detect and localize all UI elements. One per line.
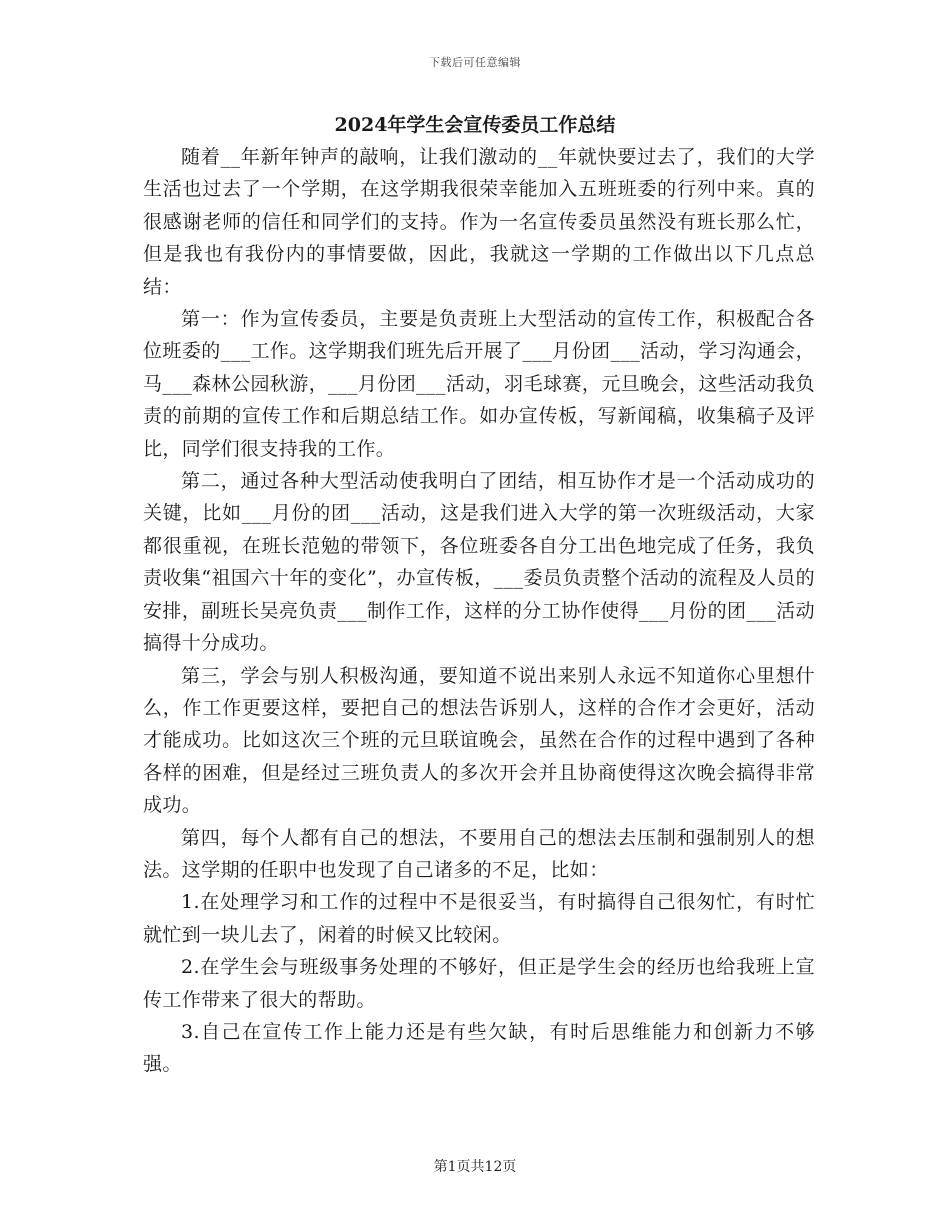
paragraph-third-point: 第三，学会与别人积极沟通，要知道不说出来别人永远不知道你心里想什么，作工作更要这样，要把自己的想法告诉别人，这样的合作才会更好，活动才能成功。比如这次三个班的元旦联谊晚会，虽然在合作的过程中遇到了各种各样的困难，但是经过三班负责人的多次开会并且协商使得这次晚会搞得非常成功。 [143, 664, 815, 817]
paragraph-fourth-point: 第四，每个人都有自己的想法，不要用自己的想法去压制和强制别人的想法。这学期的任职中也发现了自己诸多的不足，比如： [143, 826, 815, 881]
page-header-note: 下载后可任意编辑 [429, 56, 521, 69]
document-body [143, 141, 815, 1081]
list-item-shortcoming-1: 1.在处理学习和工作的过程中不是很妥当，有时搞得自己很匆忙，有时忙就忙到一块儿去了，闲着的时候又比较闲。 [143, 891, 815, 946]
list-item-shortcoming-3: 3.自己在宣传工作上能力还是有些欠缺，有时后思维能力和创新力不够强。 [143, 1020, 815, 1076]
paragraph-first-point: 第一：作为宣传委员，主要是负责班上大型活动的宣传工作，积极配合各位班委的___工作。这学期我们班先后开展了___月份团___活动，学习沟通会，马___森林公园秋游，___月份团___活动，羽毛球赛，元旦晚会，这些活动我负责的前期的宣传工作和后期总结工作。如办宣传板，写新闻稿，收集稿子及评比，同学们很支持我的工作。 [143, 308, 815, 460]
document-title: 2024年学生会宣传委员工作总结 [334, 114, 616, 136]
paragraph-second-point: 第二，通过各种大型活动使我明白了团结，相互协作才是一个活动成功的关键，比如___月份的团___活动，这是我们进入大学的第一次班级活动，大家都很重视，在班长范勉的带领下，各位班委各自分工出色地完成了任务，我负责收集“祖国六十年的变化”，办宣传板，___委员负责整个活动的流程及人员的安排，副班长吴亮负责___制作工作，这样的分工协作使得___月份的团___活动搞得十分成功。 [143, 470, 815, 655]
paragraph-intro: 随着__年新年钟声的敲响，让我们激动的__年就快要过去了，我们的大学生活也过去了一个学期，在这学期我很荣幸能加入五班班委的行列中来。真的很感谢老师的信任和同学们的支持。作为一名宣传委员虽然没有班长那么忙，但是我也有我份内的事情要做，因此，我就这一学期的工作做出以下几点总结： [143, 146, 815, 298]
list-item-shortcoming-2: 2.在学生会与班级事务处理的不够好，但正是学生会的经历也给我班上宣传工作带来了很大的帮助。 [143, 956, 815, 1011]
page-number: 第1页共12页 [433, 1159, 517, 1175]
